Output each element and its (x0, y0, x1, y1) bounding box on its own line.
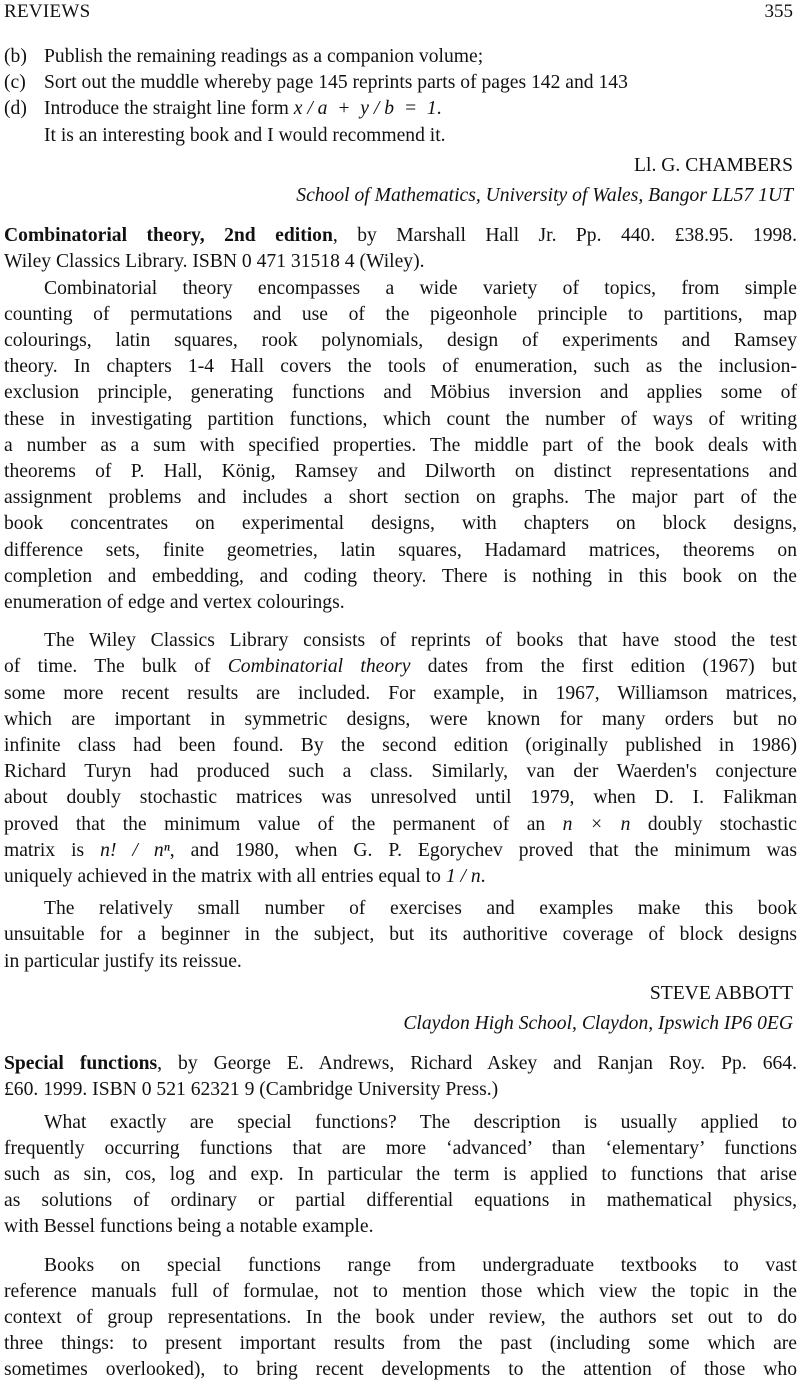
review-paragraph: The relatively small number of exercises and examples make this book unsuitable for a beginner in the subject, but its authoritive coverage of block designs in particular justify its reissue. (4, 898, 797, 972)
review-citation: Special functions, by George E. Andrews, Richard Askey and Ranjan Roy. Pp. 664. £60. 1999. ISBN 0 521 62321 9 (Cambridge University Press.) (4, 1053, 798, 1101)
reviewer-affiliation: Claydon High School, Claydon, Ipswich IP6 0EG (403, 1013, 793, 1035)
reviewer-affiliation: School of Mathematics, University of Wales, Bangor LL57 1UT (296, 184, 793, 206)
review-paragraph: What exactly are special functions? The description is usually applied to frequently occurring functions that are more ‘advanced’ than ‘elementary’ functions such as sin, cos, log and exp. In particular the term is applied to functions that arise as solutions of ordinary or partial differential equations in mathematical physics, with Bessel functions being a notable example. (4, 1111, 797, 1238)
reviewer-name: STEVE ABBOTT (649, 982, 793, 1004)
book-title: Special functions (4, 1053, 158, 1075)
book-title: Combinatorial theory, 2nd edition (4, 225, 333, 247)
journal-page (4, 0, 797, 1384)
closing-remark: It is an interesting book and I would recommend it. (44, 124, 446, 146)
review-citation: Combinatorial theory, 2nd edition, by Marshall Hall Jr. Pp. 440. £38.95. 1998. Wiley Classics Library. ISBN 0 471 31518 4 (Wiley). (4, 225, 797, 273)
list-item: (d) Introduce the straight line form x / a + y / b = 1. (4, 98, 442, 120)
running-header (4, 0, 797, 26)
section-title: REVIEWS (4, 1, 91, 22)
reviewer-name: Ll. G. CHAMBERS (634, 154, 793, 176)
page-number: 355 (764, 1, 793, 22)
review-paragraph: The Wiley Classics Library consists of reprints of books that have stood the test of time. The bulk of Combinatorial theory dates from the first edition (1967) but some more recent results are included. For example, in 1967, Williamson matrices, which are important in symmetric designs, were known for many orders but no infinite class had been found. By the second edition (originally published in 1986) Richard Turyn had produced such a class. Similarly, van der Waerden's conjecture about doubly stochastic matrices was unresolved until 1979, when D. I. Falikman proved that the minimum value of the permanent of an n × n doubly stochastic matrix is n! / nⁿ, and 1980, when G. P. Egorychev proved that the minimum was uniquely achieved in the matrix with all entries equal to 1 / n. (4, 630, 798, 888)
previous-review-tail (4, 44, 797, 209)
list-item: (c) Sort out the muddle whereby page 145 reprints parts of pages 142 and 143 (4, 72, 628, 94)
straight-line-formula: x / a + y / b = 1 (293, 98, 437, 120)
list-item: (b) Publish the remaining readings as a companion volume; (4, 46, 484, 67)
review-paragraph: Books on special functions range from undergraduate textbooks to vast reference manuals full of formulae, not to mention those which view the topic in the context of group representations. In the book under review, the authors set out to do three things: to present important results from the past (including some which are sometimes overlooked), to bring recent developments to the attention of those who (4, 1254, 797, 1381)
review-paragraph: Combinatorial theory encompasses a wide variety of topics, from simple counting of permutations and use of the pigeonhole principle to partitions, map colourings, latin squares, rook polynomials, design of experiments and Ramsey theory. In chapters 1-4 Hall covers the tools of enumeration, such as the inclusion- exclusion principle, generating functions and Möbius inversion and applies some of these in investigating partition functions, which count the number of ways of writing a number as a sum with specified properties. The middle part of the book deals with theorems of P. Hall, König, Ramsey and Dilworth on distinct representations and assignment problems and includes a short section on graphs. The major part of the book concentrates on experimental designs, with chapters on block designs, difference sets, finite geometries, latin squares, Hadamard matrices, theorems on completion and embedding, and coding theory. There is nothing in this book on the enumeration of edge and vertex colourings. (4, 277, 797, 613)
